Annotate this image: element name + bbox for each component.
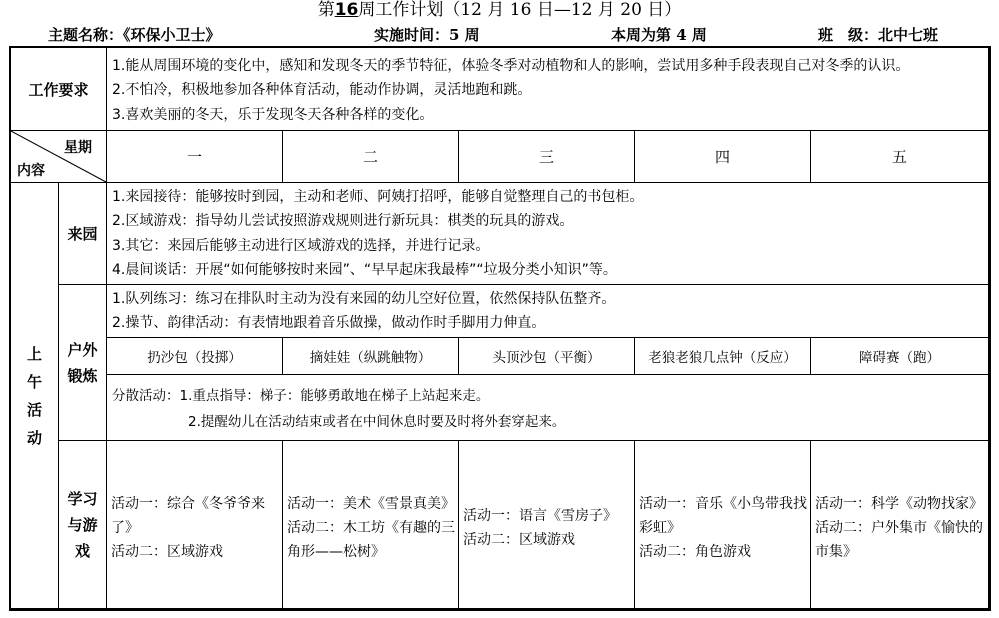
scattered-activities bbox=[107, 375, 989, 441]
arrival-label: 来园 bbox=[59, 183, 107, 285]
outdoor-game-wed: 头顶沙包（平衡） bbox=[459, 338, 635, 375]
requirement-item: 1.能从周围环境的变化中，感知和发现冬天的季节特征，体验冬季对动植物和人的影响，尝试用多种手段表现自己对冬季的认识。 bbox=[112, 58, 910, 74]
study-cell-wed bbox=[459, 441, 635, 609]
current-week: 本周为第 4 周 bbox=[611, 26, 707, 44]
activity-two: 活动二：区域游戏 bbox=[463, 531, 575, 548]
class-name: 班 级：北中七班 bbox=[818, 26, 939, 44]
outdoor-item: 2.操节、韵律活动：有表情地跟着音乐做操，做动作时手脚用力伸直。 bbox=[112, 315, 546, 332]
weekday-header-label: 星期 bbox=[64, 140, 92, 156]
day-header-wed: 三 bbox=[459, 131, 635, 183]
day-header-thu: 四 bbox=[635, 131, 811, 183]
study-games-label bbox=[59, 441, 107, 609]
outdoor-list bbox=[107, 285, 989, 338]
requirements-list bbox=[107, 48, 989, 131]
activity-two: 活动二：木工坊《有趣的三角形——松树》 bbox=[287, 519, 455, 560]
outdoor-game-tue: 摘娃娃（纵跳触物） bbox=[283, 338, 459, 375]
study-cell-mon bbox=[107, 441, 283, 609]
scattered-item: 分散活动：1.重点指导：梯子：能够勇敢地在梯子上站起来走。 bbox=[112, 388, 490, 404]
page-title bbox=[0, 0, 999, 22]
arrival-item: 4.晨间谈话：开展“如何能够按时来园”、“早早起床我最棒”“垃圾分类小知识”等。 bbox=[112, 261, 617, 278]
activity-one: 活动一：语言《雪房子》 bbox=[463, 507, 617, 524]
outdoor-exercise-label bbox=[59, 285, 107, 441]
day-header-fri: 五 bbox=[811, 131, 989, 183]
day-header-mon: 一 bbox=[107, 131, 283, 183]
requirement-item: 3.喜欢美丽的冬天，乐于发现冬天各种各样的变化。 bbox=[112, 106, 434, 123]
activity-one: 活动一：综合《冬爷爷来了》 bbox=[111, 495, 265, 536]
morning-label-text: 上午活动 bbox=[26, 344, 42, 447]
study-cell-fri bbox=[811, 441, 989, 609]
outdoor-game-fri: 障碍赛（跑） bbox=[811, 338, 989, 375]
implementation-time: 实施时间：5 周 bbox=[374, 26, 480, 44]
morning-activities-label bbox=[11, 183, 59, 609]
requirements-label: 工作要求 bbox=[11, 48, 107, 131]
study-cell-thu bbox=[635, 441, 811, 609]
title-prefix: 第 bbox=[317, 0, 335, 20]
activity-two: 活动二：户外集市《愉快的市集》 bbox=[815, 519, 983, 560]
content-header-label: 内容 bbox=[17, 163, 45, 179]
activity-one: 活动一：音乐《小鸟带我找彩虹》 bbox=[639, 495, 807, 536]
outdoor-game-thu: 老狼老狼几点钟（反应） bbox=[635, 338, 811, 375]
outdoor-item: 1.队列练习：练习在排队时主动为没有来园的幼儿空好位置，依然保持队伍整齐。 bbox=[112, 291, 616, 307]
arrival-item: 1.来园接待：能够按时到园，主动和老师、阿姨打招呼，能够自觉整理自己的书包柜。 bbox=[112, 189, 644, 205]
outdoor-game-mon: 扔沙包（投掷） bbox=[107, 338, 283, 375]
study-cell-tue bbox=[283, 441, 459, 609]
day-header-tue: 二 bbox=[283, 131, 459, 183]
outdoor-label-text: 户外锻炼 bbox=[67, 340, 98, 385]
title-suffix: 周工作计划（12 月 16 日—12 月 20 日） bbox=[358, 0, 682, 20]
study-label-text: 学习与游戏 bbox=[67, 489, 98, 560]
arrival-item: 2.区域游戏：指导幼儿尝试按照游戏规则进行新玩具：棋类的玩具的游戏。 bbox=[112, 213, 574, 230]
diagonal-header-cell bbox=[11, 131, 107, 183]
activity-two: 活动二：区域游戏 bbox=[111, 543, 223, 560]
arrival-list bbox=[107, 183, 989, 285]
plan-table bbox=[9, 46, 991, 611]
activity-one: 活动一：科学《动物找家》 bbox=[815, 495, 983, 512]
activity-two: 活动二：角色游戏 bbox=[639, 543, 751, 560]
week-number: 16 bbox=[334, 0, 359, 20]
requirement-item: 2.不怕冷，积极地参加各种体育活动，能动作协调，灵活地跑和跳。 bbox=[112, 82, 532, 99]
arrival-item: 3.其它：来园后能够主动进行区域游戏的选择，并进行记录。 bbox=[112, 237, 490, 254]
theme-name: 主题名称：《环保小卫士》 bbox=[48, 26, 221, 44]
activity-one: 活动一：美术《雪景真美》 bbox=[287, 495, 455, 512]
scattered-item: 2.提醒幼儿在活动结束或者在中间休息时要及时将外套穿起来。 bbox=[188, 414, 566, 430]
